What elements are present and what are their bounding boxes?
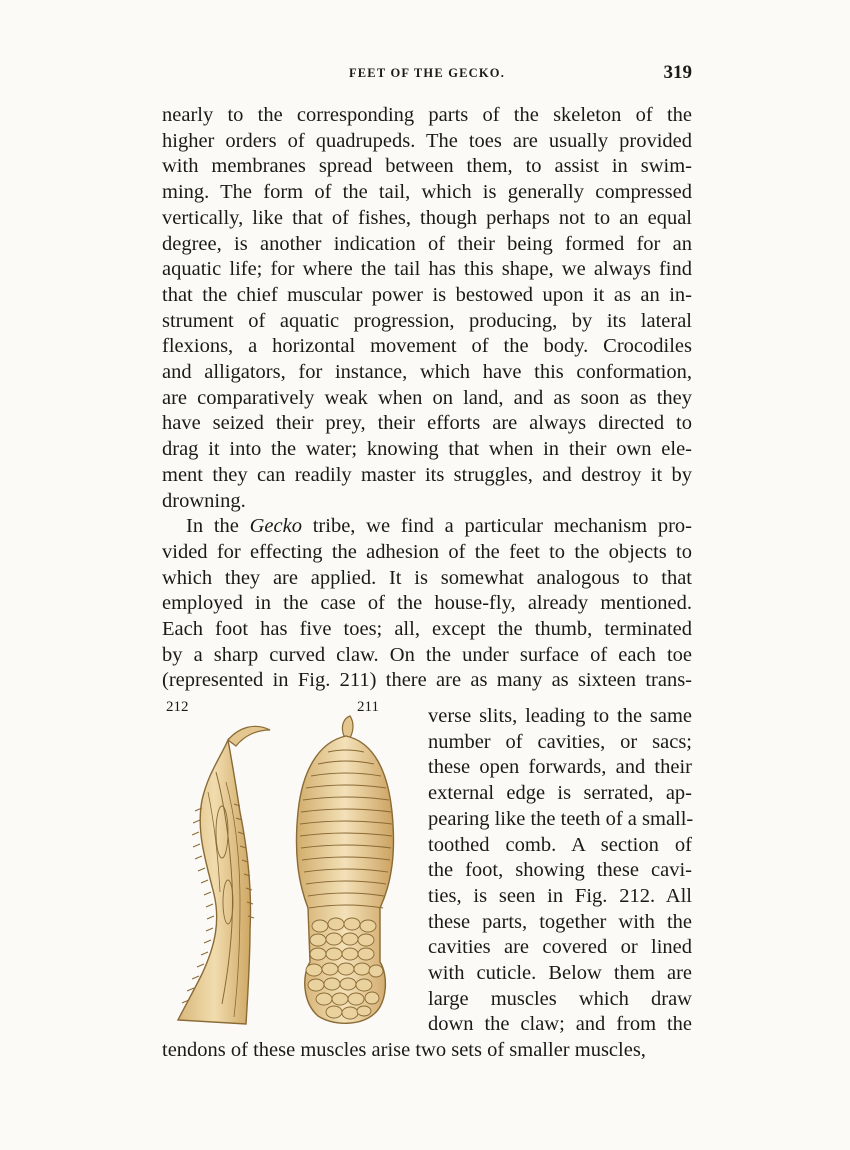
text-line: large muscles which draw xyxy=(428,987,692,1010)
text-run: tribe, we find a particular mechanism pro- xyxy=(301,515,692,538)
text-line: which they are applied. It is somewhat analogous to that xyxy=(162,566,692,589)
text-line: toothed comb. A section of xyxy=(428,833,692,856)
text-line: down the claw; and from the xyxy=(428,1013,692,1036)
text-line: by a sharp curved claw. On the under surface of each toe xyxy=(162,643,692,666)
text-line: the foot, showing these cavi- xyxy=(428,859,692,882)
text-line: Each foot has five toes; all, except the thumb, terminated xyxy=(162,618,692,640)
text-line: vided for effecting the adhesion of the feet to the objects to xyxy=(162,540,692,563)
text-run: In the xyxy=(186,515,250,538)
text-line: are comparatively weak when on land, and as soon as they xyxy=(162,386,692,409)
text-line: these parts, together with the xyxy=(428,910,692,933)
text-line: pearing like the teeth of a small- xyxy=(428,807,694,830)
text-line: with membranes spread between them, to assist in swim- xyxy=(162,155,692,178)
text-line: (represented in Fig. 211) there are as many as sixteen trans- xyxy=(162,669,692,692)
figure-label-211: 211 xyxy=(357,699,379,715)
text-line: employed in the case of the house-fly, already mentioned. xyxy=(162,592,692,615)
page-number: 319 xyxy=(663,62,692,83)
text-line: with cuticle. Below them are xyxy=(428,962,692,984)
text-line: tendons of these muscles arise two sets of smaller muscles, xyxy=(162,1039,646,1062)
text-line: and alligators, for instance, which have this conformation, xyxy=(162,361,692,383)
text-line: cavities are covered or lined xyxy=(428,936,692,959)
figure-211-toe-underside xyxy=(296,716,393,1023)
text-line: vertically, like that of fishes, though perhaps not to an equal xyxy=(162,206,692,229)
gecko-foot-engravings xyxy=(168,712,416,1030)
text-line: have seized their prey, their efforts are always directed to xyxy=(162,412,692,435)
text-line: higher orders of quadrupeds. The toes are usually provided xyxy=(162,129,692,152)
text-line xyxy=(162,514,692,540)
text-line: that the chief muscular power is bestowed upon it as an in- xyxy=(162,283,692,306)
text-line: aquatic life; for where the tail has this shape, we always find xyxy=(162,258,692,281)
text-line: ment they can readily master its struggles, and destroy it by xyxy=(162,463,692,486)
text-line: external edge is serrated, ap- xyxy=(428,782,692,805)
text-line: these open forwards, and their xyxy=(428,756,692,779)
figure-212-toe-section xyxy=(178,726,270,1024)
text-line: drowning. xyxy=(162,489,246,512)
text-line: flexions, a horizontal movement of the body. Crocodiles xyxy=(162,335,692,358)
text-line: number of cavities, or sacs; xyxy=(428,730,692,753)
text-line: degree, is another indication of their being formed for an xyxy=(162,232,692,255)
running-head-title: FEET OF THE GECKO. xyxy=(348,66,506,80)
running-head xyxy=(162,62,692,86)
text-line: drag it into the water; knowing that when in their own ele- xyxy=(162,438,692,461)
text-line: strument of aquatic progression, producing, by its lateral xyxy=(162,309,692,332)
text-line: nearly to the corresponding parts of the skeleton of the xyxy=(162,104,692,126)
italic-run: Gecko xyxy=(249,515,302,538)
figure-illustrations xyxy=(168,712,416,1030)
text-line: ties, is seen in Fig. 212. All xyxy=(428,884,692,907)
text-line: verse slits, leading to the same xyxy=(428,705,692,727)
text-line: ming. The form of the tail, which is generally compressed xyxy=(162,181,692,204)
figure-label-212: 212 xyxy=(166,699,189,715)
